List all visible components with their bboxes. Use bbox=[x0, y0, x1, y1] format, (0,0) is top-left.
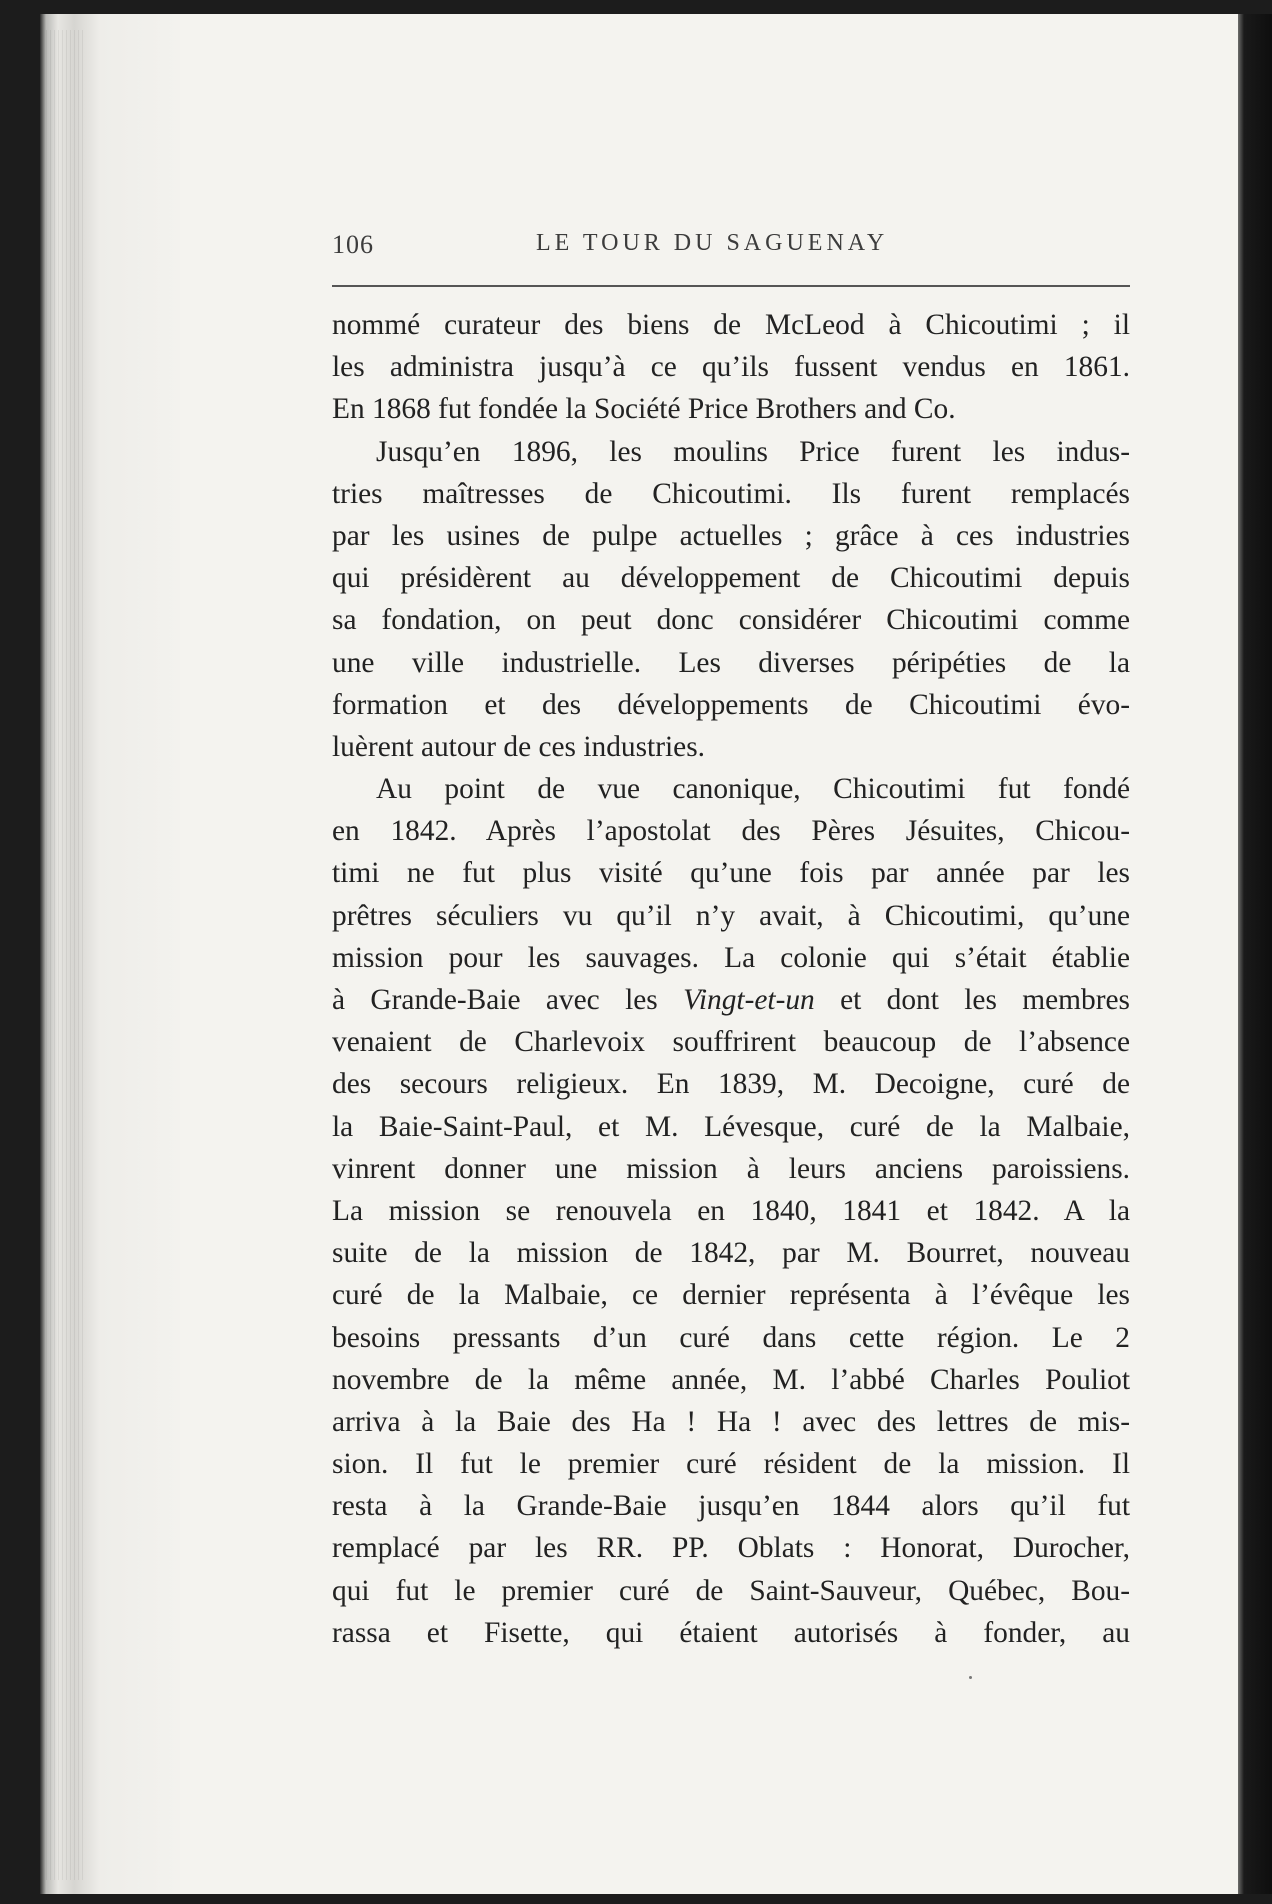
scan-speck bbox=[969, 1676, 972, 1679]
text-line: La mission se renouvela en 1840, 1841 et 1842. A la bbox=[332, 1194, 1130, 1227]
text-segment: à Grande-Baie avec les bbox=[332, 984, 684, 1016]
text-line: en 1842. Après l’apostolat des Pères Jésuites, Chicou- bbox=[332, 815, 1130, 848]
text-line: une ville industrielle. Les diverses péripéties de la bbox=[332, 646, 1130, 679]
text-line: Jusqu’en 1896, les moulins Price furent les indus- bbox=[376, 435, 1130, 468]
text-line: venaient de Charlevoix souffrirent beaucoup de l’absence bbox=[332, 1026, 1130, 1059]
text-line: sa fondation, on peut donc considérer Chicoutimi comme bbox=[332, 604, 1130, 637]
header-rule bbox=[332, 285, 1130, 287]
page-number: 106 bbox=[332, 230, 374, 259]
text-line: luèrent autour de ces industries. bbox=[332, 730, 705, 763]
text-line: timi ne fut plus visité qu’une fois par année par les bbox=[332, 857, 1130, 890]
text-line: arriva à la Baie des Ha ! Ha ! avec des lettres de mis- bbox=[332, 1405, 1130, 1438]
text-line: vinrent donner une mission à leurs anciens paroissiens. bbox=[332, 1152, 1130, 1185]
text-line: prêtres séculiers vu qu’il n’y avait, à Chicoutimi, qu’une bbox=[332, 899, 1130, 932]
text-line: En 1868 fut fondée la Société Price Brothers and Co. bbox=[332, 393, 956, 426]
text-line: Au point de vue canonique, Chicoutimi fut fondé bbox=[376, 773, 1130, 806]
scan-border bbox=[1238, 14, 1272, 1894]
text-line: des secours religieux. En 1839, M. Decoigne, curé de bbox=[332, 1068, 1130, 1101]
text-segment: et dont les membres bbox=[814, 984, 1130, 1016]
text-line: curé de la Malbaie, ce dernier représenta à l’évêque les bbox=[332, 1279, 1130, 1312]
text-line: les administra jusqu’à ce qu’ils fussent vendus en 1861. bbox=[332, 351, 1130, 384]
text-line: resta à la Grande-Baie jusqu’en 1844 alors qu’il fut bbox=[332, 1490, 1130, 1523]
text-line: qui fut le premier curé de Saint-Sauveur, Québec, Bou- bbox=[332, 1574, 1130, 1607]
page-edges bbox=[46, 30, 86, 1880]
text-line bbox=[332, 979, 1130, 1021]
running-head: LE TOUR DU SAGUENAY bbox=[536, 230, 889, 256]
body-text bbox=[332, 304, 1130, 1654]
text-line: novembre de la même année, M. l’abbé Charles Pouliot bbox=[332, 1363, 1130, 1396]
text-line: sion. Il fut le premier curé résident de la mission. Il bbox=[332, 1448, 1130, 1481]
text-line: qui présidèrent au développement de Chicoutimi depuis bbox=[332, 562, 1130, 595]
text-line: suite de la mission de 1842, par M. Bourret, nouveau bbox=[332, 1237, 1130, 1270]
text-line: formation et des développements de Chicoutimi évo- bbox=[332, 688, 1130, 721]
page-header bbox=[332, 230, 1130, 274]
text-line: tries maîtresses de Chicoutimi. Ils furent remplacés bbox=[332, 477, 1130, 510]
text-line: par les usines de pulpe actuelles ; grâce à ces industries bbox=[332, 519, 1130, 552]
text-line: besoins pressants d’un curé dans cette région. Le 2 bbox=[332, 1321, 1130, 1354]
text-line: rassa et Fisette, qui étaient autorisés à fonder, au bbox=[332, 1616, 1130, 1649]
text-line: nommé curateur des biens de McLeod à Chicoutimi ; il bbox=[332, 309, 1130, 341]
italic-title: Vingt-et-un bbox=[683, 984, 815, 1016]
text-line: mission pour les sauvages. La colonie qui s’était établie bbox=[332, 941, 1130, 974]
text-line: remplacé par les RR. PP. Oblats : Honorat, Durocher, bbox=[332, 1532, 1130, 1565]
text-line: la Baie-Saint-Paul, et M. Lévesque, curé de la Malbaie, bbox=[332, 1110, 1130, 1143]
